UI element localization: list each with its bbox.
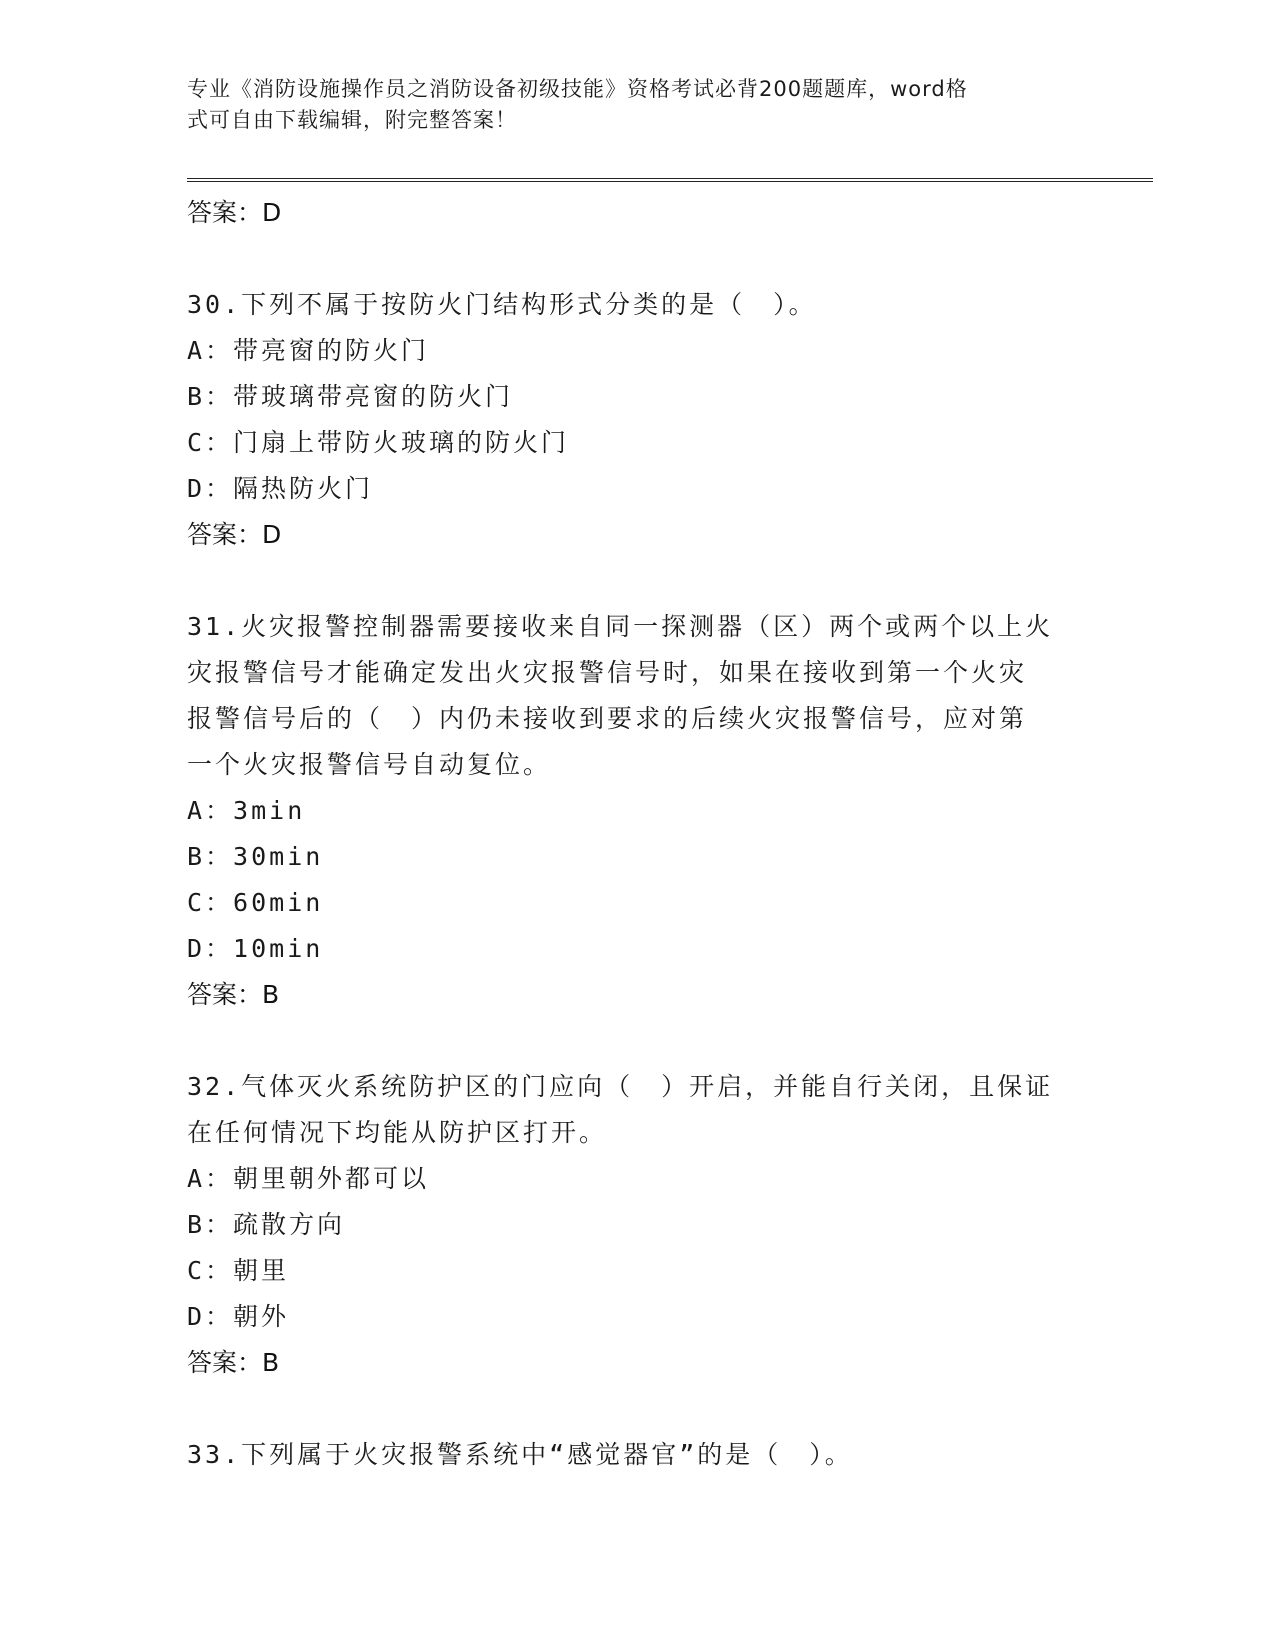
header-line-1: 专业《消防设施操作员之消防设备初级技能》资格考试必背200题题库，word格 [187, 77, 968, 101]
question-text-line: 在任何情况下均能从防护区打开。 [187, 1118, 608, 1147]
question-text-line: 一个火灾报警信号自动复位。 [187, 750, 552, 779]
question-text-line: 33.下列属于火灾报警系统中“感觉器官”的是（ ）。 [187, 1440, 853, 1469]
question-text-line: 32.气体灭火系统防护区的门应向（ ）开启，并能自行关闭，且保证 [187, 1072, 1054, 1101]
option-c: C：60min [187, 888, 324, 917]
question-33 [187, 1432, 1087, 1478]
question-text-line: 30.下列不属于按防火门结构形式分类的是（ ）。 [187, 290, 817, 319]
question-text-line: 报警信号后的（ ）内仍未接收到要求的后续火灾报警信号，应对第 [187, 704, 1028, 733]
answer: 答案：B [187, 980, 280, 1009]
option-d: D：隔热防火门 [187, 474, 374, 503]
option-b: B：30min [187, 842, 324, 871]
option-b: B：疏散方向 [187, 1210, 346, 1239]
option-a: A：带亮窗的防火门 [187, 336, 430, 365]
header-divider [187, 178, 1153, 182]
option-d: D：10min [187, 934, 324, 963]
question-30 [187, 282, 1087, 558]
option-c: C：朝里 [187, 1256, 290, 1285]
answer-previous: 答案：D [187, 198, 282, 227]
question-32 [187, 1064, 1087, 1386]
answer: 答案：B [187, 1348, 280, 1377]
document-body [187, 190, 1087, 1478]
option-b: B：带玻璃带亮窗的防火门 [187, 382, 514, 411]
question-31 [187, 604, 1087, 1018]
question-text-line: 灾报警信号才能确定发出火灾报警信号时，如果在接收到第一个火灾 [187, 658, 1028, 687]
page-header [187, 74, 1067, 136]
option-a: A：朝里朝外都可以 [187, 1164, 430, 1193]
option-c: C：门扇上带防火玻璃的防火门 [187, 428, 570, 457]
option-d: D：朝外 [187, 1302, 290, 1331]
answer: 答案：D [187, 520, 282, 549]
option-a: A：3min [187, 796, 306, 825]
header-line-2: 式可自由下载编辑，附完整答案！ [187, 108, 517, 132]
question-text-line: 31.火灾报警控制器需要接收来自同一探测器（区）两个或两个以上火 [187, 612, 1054, 641]
